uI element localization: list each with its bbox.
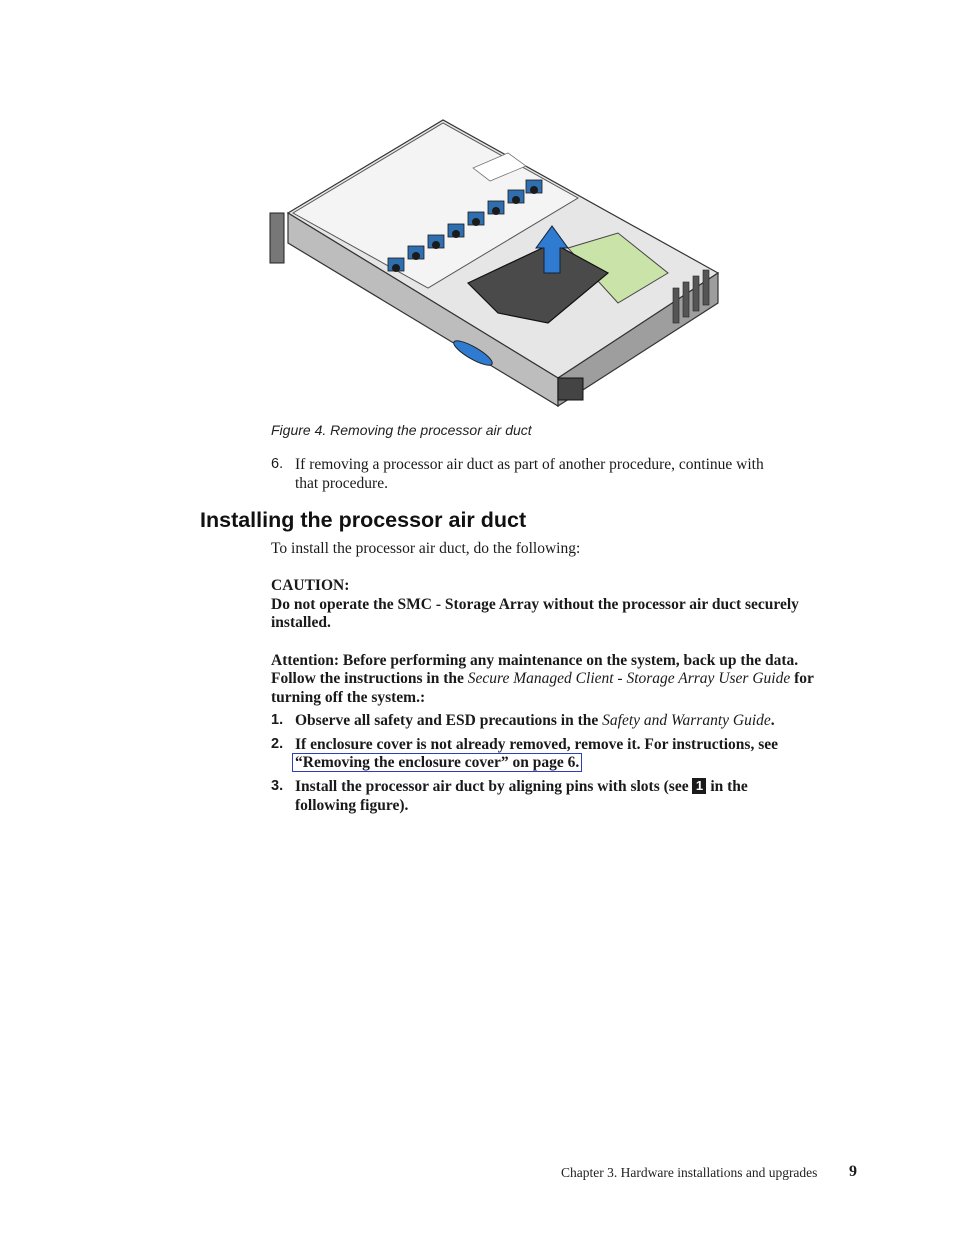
step-3-line2: following figure).: [295, 797, 409, 814]
step-2-line1: If enclosure cover is not already removed, remove it. For instructions, see: [295, 736, 779, 753]
attention-line3: turning off the system.:: [271, 689, 426, 706]
step-6-line2: that procedure.: [295, 475, 388, 492]
enclosure-cover-link[interactable]: “Removing the enclosure cover” on page 6.: [292, 753, 582, 772]
attention-line1: Attention: Before performing any maintenance on the system, back up the data.: [271, 652, 799, 669]
attention-line2: Follow the instructions in the Secure Managed Client - Storage Array User Guide for: [271, 670, 814, 687]
footer-chapter: Chapter 3. Hardware installations and upgrades: [561, 1165, 818, 1180]
step-6-line1: If removing a processor air duct as part of another procedure, continue with: [295, 456, 764, 473]
step-3-number: 3.: [271, 778, 284, 794]
user-guide-title: Secure Managed Client - Storage Array User Guide: [467, 670, 791, 687]
caution-line2: installed.: [271, 614, 331, 631]
step-6-number: 6.: [271, 456, 284, 472]
page-number: 9: [849, 1163, 857, 1180]
step-3-line1: Install the processor air duct by aligning pins with slots (see 1 in the: [295, 778, 748, 795]
step-1-text: Observe all safety and ESD precautions in the Safety and Warranty Guide.: [295, 712, 775, 729]
caution-line1: Do not operate the SMC - Storage Array without the processor air duct securely: [271, 596, 799, 613]
figure-caption: Figure 4. Removing the processor air duct: [271, 422, 532, 438]
step-1-number: 1.: [271, 712, 284, 728]
section-intro: To install the processor air duct, do the following:: [271, 540, 581, 557]
caution-label: CAUTION:: [271, 577, 350, 594]
step-2-number: 2.: [271, 736, 284, 752]
section-heading: Installing the processor air duct: [200, 508, 527, 532]
callout-1-badge: 1: [692, 778, 706, 794]
safety-guide-title: Safety and Warranty Guide: [602, 712, 771, 729]
air-duct-removal-illustration: [268, 108, 724, 413]
